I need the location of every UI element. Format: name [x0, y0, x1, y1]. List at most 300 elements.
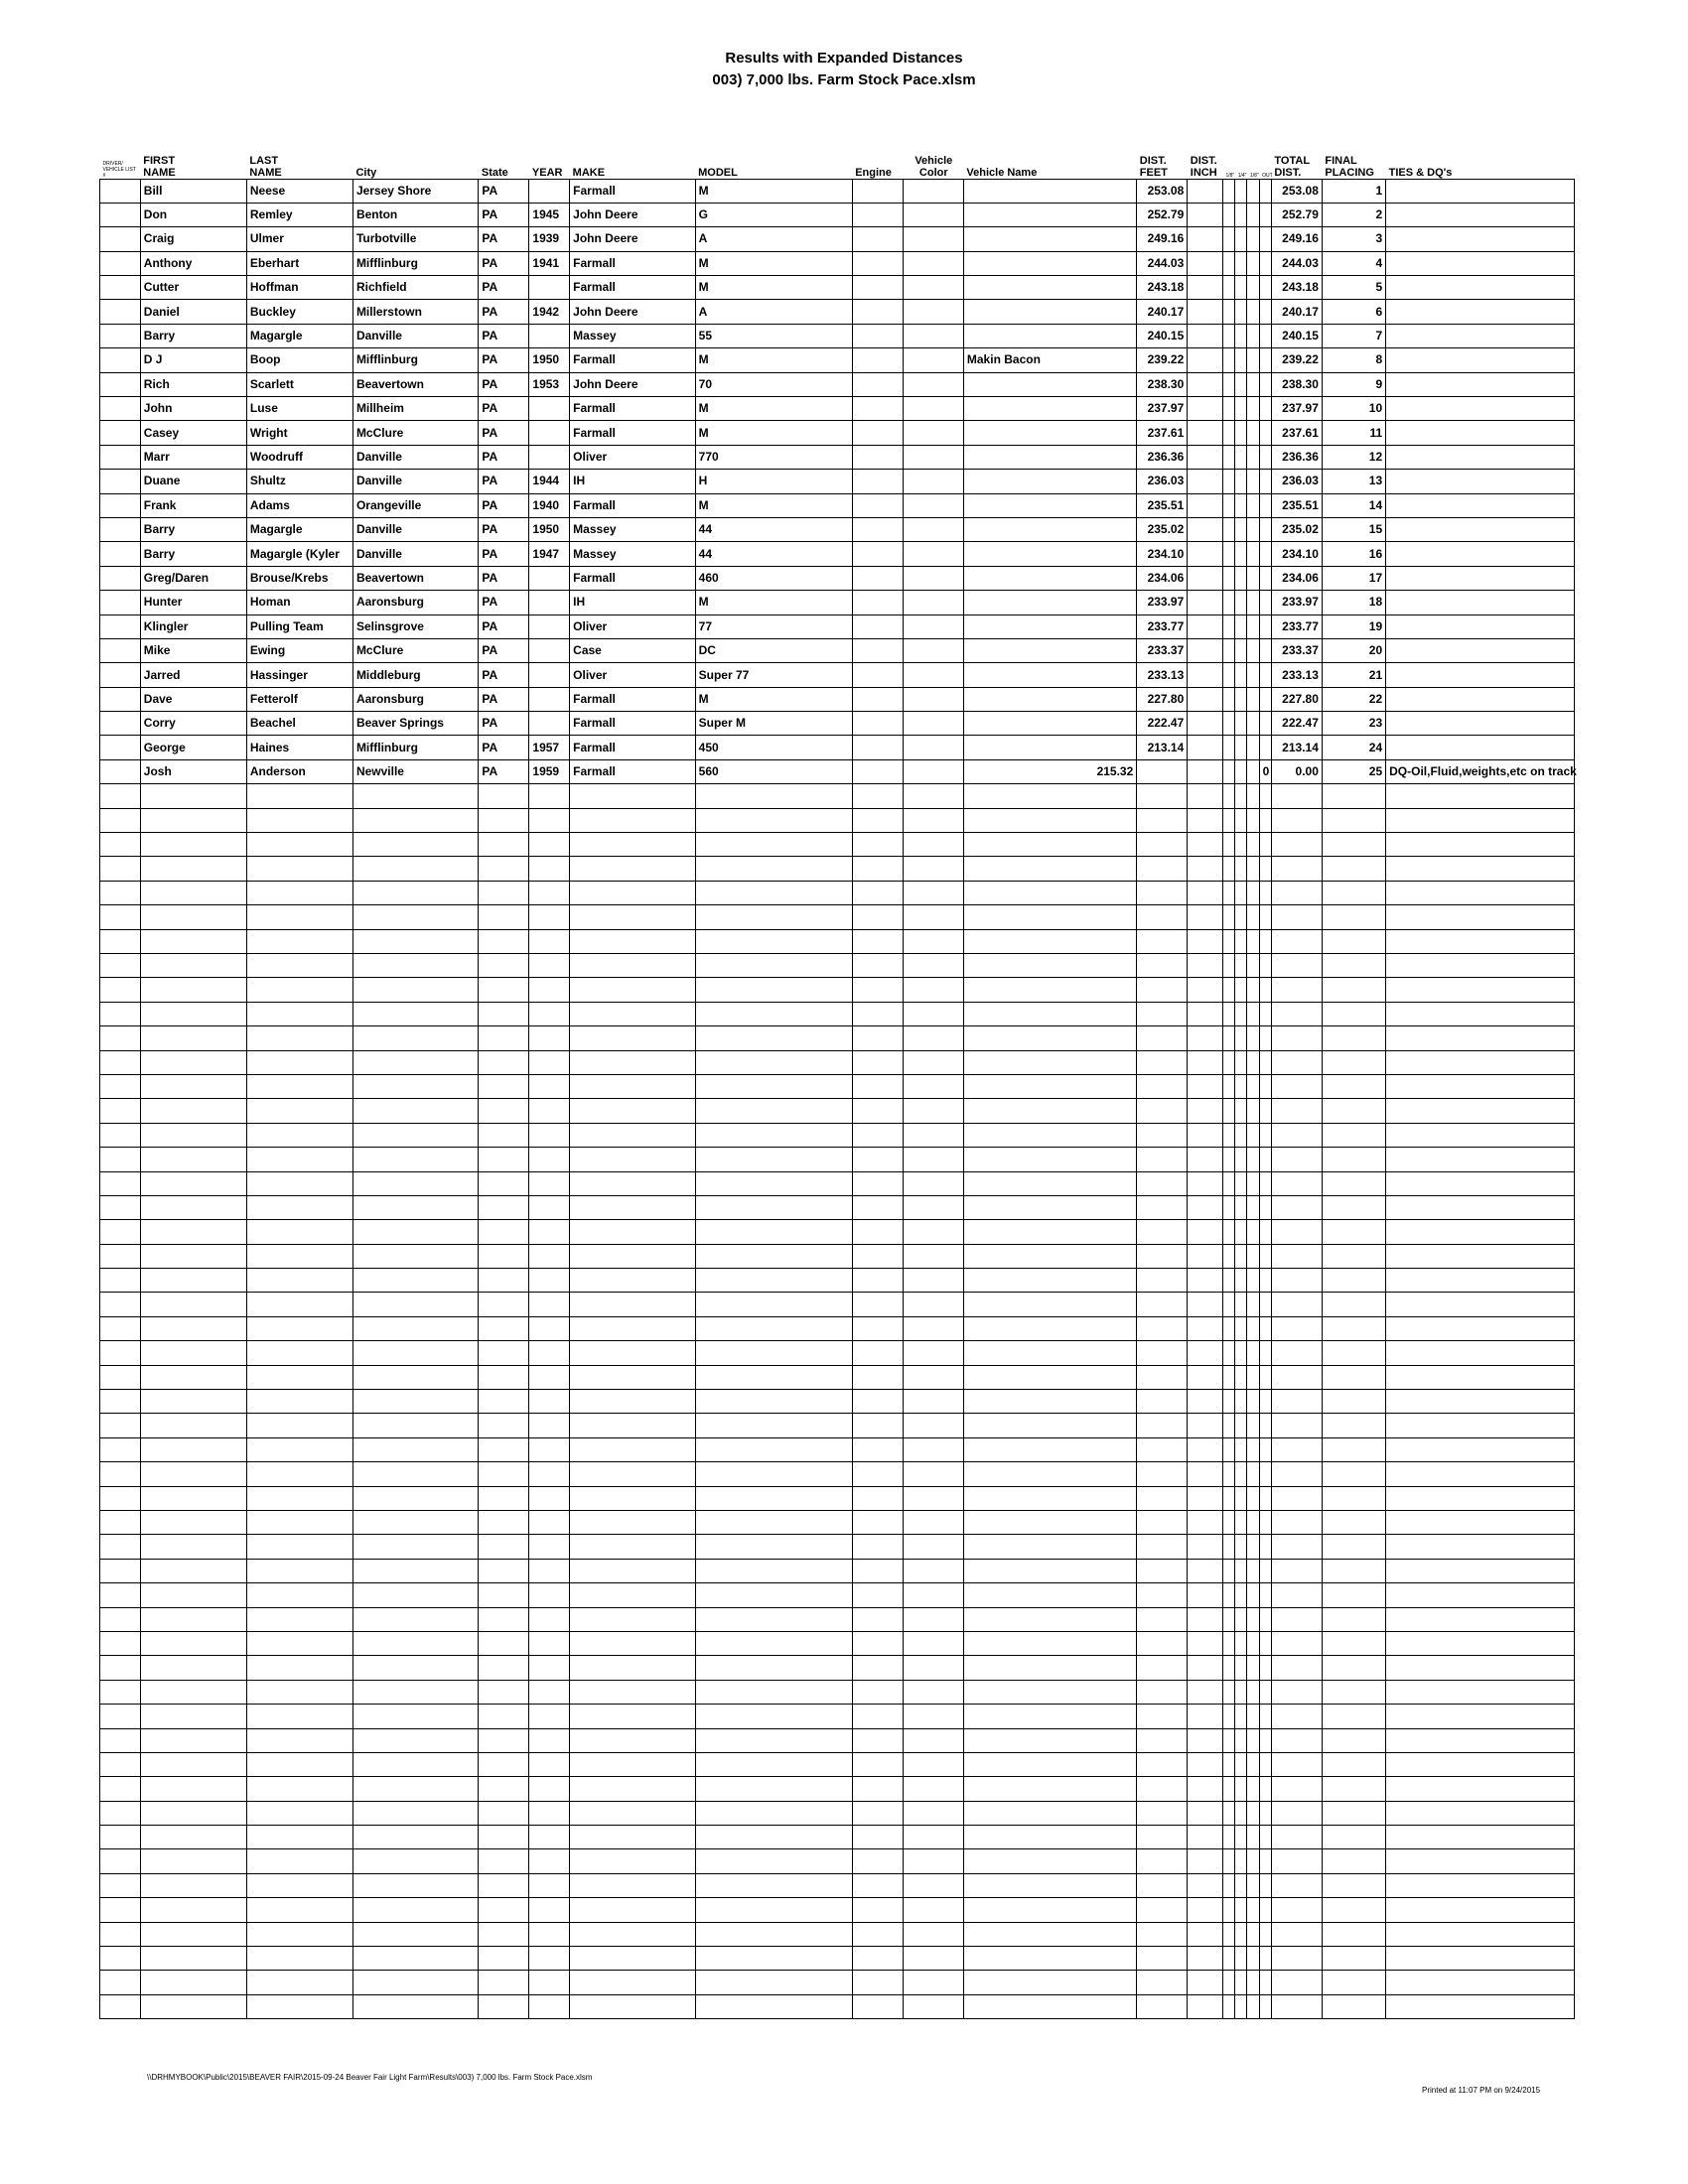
- make-cell: [570, 1535, 695, 1559]
- ties-dqs-cell: [1386, 1171, 1575, 1195]
- vehicle-color-cell: [903, 1631, 963, 1655]
- final-placing-cell: [1322, 833, 1385, 857]
- year-cell: [529, 1752, 570, 1776]
- fraction-1-cell: [1222, 1535, 1234, 1559]
- make-cell: [570, 1752, 695, 1776]
- dist-feet-cell: [1137, 929, 1188, 953]
- ties-dqs-cell: [1386, 1777, 1575, 1801]
- vehicle-color-cell: [903, 1849, 963, 1873]
- out-cell: [1259, 203, 1271, 226]
- fraction-1-cell: [1222, 1607, 1234, 1631]
- dist-feet-cell: [1137, 759, 1188, 783]
- fraction-3-cell: [1247, 542, 1259, 566]
- total-dist-cell: 236.36: [1271, 445, 1322, 469]
- make-cell: Oliver: [570, 614, 695, 638]
- vehicle-color-cell: [903, 421, 963, 445]
- final-placing-cell: [1322, 1244, 1385, 1268]
- city-cell: Selinsgrove: [352, 614, 478, 638]
- state-cell: [479, 1680, 529, 1704]
- vehicle-color-cell: [903, 1971, 963, 1994]
- driver-cell: [100, 591, 141, 614]
- vehicle-color-cell: [903, 1365, 963, 1389]
- total-dist-cell: [1271, 1898, 1322, 1922]
- fraction-3-cell: [1247, 1705, 1259, 1728]
- total-dist-cell: [1271, 1752, 1322, 1776]
- driver-cell: [100, 1898, 141, 1922]
- dist-inch-cell: [1188, 1293, 1223, 1316]
- total-dist-cell: 233.77: [1271, 614, 1322, 638]
- first-name-cell: [140, 1171, 246, 1195]
- out-cell: [1259, 614, 1271, 638]
- first-name-cell: Klingler: [140, 614, 246, 638]
- fraction-3-cell: [1247, 1050, 1259, 1074]
- last-name-cell: [246, 1559, 352, 1582]
- fraction-1-cell: [1222, 929, 1234, 953]
- fraction-2-cell: [1235, 251, 1247, 275]
- ties-dqs-cell: [1386, 687, 1575, 711]
- fraction-2-cell: [1235, 929, 1247, 953]
- fraction-2-cell: [1235, 324, 1247, 347]
- first-name-cell: [140, 978, 246, 1002]
- city-cell: Richfield: [352, 276, 478, 300]
- city-cell: [352, 1777, 478, 1801]
- ties-dqs-cell: [1386, 1390, 1575, 1414]
- table-row: [100, 179, 1575, 203]
- model-cell: H: [695, 470, 852, 493]
- fraction-3-cell: [1247, 445, 1259, 469]
- year-cell: [529, 1026, 570, 1050]
- table-row: [100, 614, 1575, 638]
- model-cell: [695, 1148, 852, 1171]
- state-cell: [479, 1074, 529, 1098]
- driver-cell: [100, 1341, 141, 1365]
- engine-cell: [852, 397, 903, 421]
- fraction-3-cell: [1247, 687, 1259, 711]
- model-cell: [695, 1462, 852, 1486]
- fraction-1-cell: [1222, 1123, 1234, 1147]
- last-name-cell: Hassinger: [246, 663, 352, 687]
- fraction-2-cell: [1235, 1123, 1247, 1147]
- vehicle-color-cell: [903, 1171, 963, 1195]
- year-cell: [529, 1316, 570, 1340]
- vehicle-name-cell: [963, 324, 1136, 347]
- dist-feet-cell: 237.97: [1137, 397, 1188, 421]
- vehicle-color-cell: [903, 905, 963, 929]
- vehicle-color-cell: [903, 1123, 963, 1147]
- fraction-3-cell: [1247, 591, 1259, 614]
- last-name-cell: Fetterolf: [246, 687, 352, 711]
- results-table: [99, 145, 1575, 2019]
- fraction-2-cell: [1235, 1583, 1247, 1607]
- vehicle-name-cell: [963, 736, 1136, 759]
- state-cell: PA: [479, 397, 529, 421]
- last-name-cell: [246, 1486, 352, 1510]
- fraction-2-cell: [1235, 1171, 1247, 1195]
- fraction-1-cell: [1222, 614, 1234, 638]
- fraction-2-cell: [1235, 493, 1247, 517]
- dist-feet-cell: [1137, 1994, 1188, 2018]
- ties-dqs-cell: [1386, 1074, 1575, 1098]
- fraction-3-cell: [1247, 759, 1259, 783]
- ties-dqs-cell: [1386, 348, 1575, 372]
- vehicle-name-cell: [963, 1414, 1136, 1437]
- dist-inch-cell: [1188, 954, 1223, 978]
- first-name-cell: [140, 1365, 246, 1389]
- dist-inch-cell: [1188, 1922, 1223, 1946]
- last-name-cell: [246, 1099, 352, 1123]
- last-name-cell: [246, 1244, 352, 1268]
- engine-cell: [852, 1341, 903, 1365]
- total-dist-cell: [1271, 1486, 1322, 1510]
- state-cell: PA: [479, 614, 529, 638]
- vehicle-color-cell: [903, 1390, 963, 1414]
- state-cell: PA: [479, 493, 529, 517]
- driver-cell: [100, 833, 141, 857]
- state-cell: [479, 1922, 529, 1946]
- table-row: [100, 712, 1575, 736]
- table-row: [100, 1171, 1575, 1195]
- city-cell: [352, 784, 478, 808]
- dist-inch-cell: [1188, 1195, 1223, 1219]
- vehicle-name-cell: [963, 1316, 1136, 1340]
- driver-cell: [100, 1873, 141, 1897]
- city-cell: [352, 1971, 478, 1994]
- engine-cell: [852, 542, 903, 566]
- state-cell: [479, 1656, 529, 1680]
- ties-dqs-cell: [1386, 1947, 1575, 1971]
- first-name-cell: Marr: [140, 445, 246, 469]
- ties-dqs-cell: [1386, 1002, 1575, 1025]
- first-name-cell: [140, 1414, 246, 1437]
- last-name-cell: [246, 1801, 352, 1825]
- year-cell: [529, 1099, 570, 1123]
- driver-cell: [100, 1510, 141, 1534]
- make-cell: [570, 1607, 695, 1631]
- vehicle-name-cell: [963, 881, 1136, 904]
- fraction-3-cell: [1247, 276, 1259, 300]
- final-placing-cell: [1322, 1680, 1385, 1704]
- table-row: [100, 251, 1575, 275]
- ties-dqs-cell: [1386, 1293, 1575, 1316]
- last-name-cell: [246, 1293, 352, 1316]
- model-cell: [695, 1801, 852, 1825]
- fraction-2-cell: [1235, 397, 1247, 421]
- fraction-2-cell: [1235, 638, 1247, 662]
- final-placing-cell: [1322, 1849, 1385, 1873]
- state-cell: PA: [479, 687, 529, 711]
- make-cell: [570, 1801, 695, 1825]
- total-dist-cell: [1271, 1971, 1322, 1994]
- driver-cell: [100, 227, 141, 251]
- engine-cell: [852, 614, 903, 638]
- out-cell: [1259, 833, 1271, 857]
- last-name-cell: [246, 1873, 352, 1897]
- final-placing-cell: [1322, 1873, 1385, 1897]
- last-name-cell: Boop: [246, 348, 352, 372]
- dist-feet-cell: 233.13: [1137, 663, 1188, 687]
- state-cell: PA: [479, 445, 529, 469]
- table-row: [100, 759, 1575, 783]
- state-cell: PA: [479, 203, 529, 226]
- fraction-1-cell: [1222, 324, 1234, 347]
- out-cell: [1259, 1826, 1271, 1849]
- table-row: [100, 736, 1575, 759]
- fraction-2-cell: [1235, 1220, 1247, 1244]
- vehicle-name-cell: [963, 566, 1136, 590]
- final-placing-cell: 16: [1322, 542, 1385, 566]
- dist-inch-cell: [1188, 1026, 1223, 1050]
- last-name-cell: Homan: [246, 591, 352, 614]
- ties-dqs-cell: [1386, 1971, 1575, 1994]
- dist-inch-cell: [1188, 1631, 1223, 1655]
- final-placing-cell: 24: [1322, 736, 1385, 759]
- dist-inch-cell: [1188, 687, 1223, 711]
- dist-feet-cell: [1137, 1752, 1188, 1776]
- first-name-cell: [140, 1898, 246, 1922]
- engine-cell: [852, 324, 903, 347]
- total-dist-cell: [1271, 1390, 1322, 1414]
- final-placing-cell: 7: [1322, 324, 1385, 347]
- vehicle-color-cell: [903, 1341, 963, 1365]
- model-cell: [695, 1293, 852, 1316]
- out-cell: [1259, 1559, 1271, 1582]
- fraction-2-cell: [1235, 1414, 1247, 1437]
- first-name-cell: Barry: [140, 324, 246, 347]
- driver-cell: [100, 1414, 141, 1437]
- engine-cell: [852, 1099, 903, 1123]
- state-cell: PA: [479, 712, 529, 736]
- dist-feet-cell: [1137, 1269, 1188, 1293]
- city-cell: Aaronsburg: [352, 591, 478, 614]
- dist-inch-cell: [1188, 1583, 1223, 1607]
- year-cell: [529, 1535, 570, 1559]
- fraction-2-cell: [1235, 614, 1247, 638]
- dist-feet-cell: [1137, 1437, 1188, 1461]
- final-placing-cell: 3: [1322, 227, 1385, 251]
- fraction-1-cell: [1222, 954, 1234, 978]
- make-cell: John Deere: [570, 300, 695, 324]
- ties-dqs-cell: [1386, 1026, 1575, 1050]
- driver-cell: [100, 517, 141, 541]
- table-row: [100, 1123, 1575, 1147]
- fraction-1-cell: [1222, 881, 1234, 904]
- year-cell: [529, 978, 570, 1002]
- year-cell: [529, 179, 570, 203]
- total-dist-cell: 239.22: [1271, 348, 1322, 372]
- state-cell: PA: [479, 179, 529, 203]
- driver-cell: [100, 663, 141, 687]
- model-cell: [695, 1607, 852, 1631]
- year-cell: [529, 833, 570, 857]
- dist-inch-cell: [1188, 1873, 1223, 1897]
- city-cell: Middleburg: [352, 663, 478, 687]
- vehicle-color-cell: [903, 251, 963, 275]
- state-cell: PA: [479, 300, 529, 324]
- total-dist-cell: 235.02: [1271, 517, 1322, 541]
- city-cell: [352, 1849, 478, 1873]
- last-name-cell: [246, 808, 352, 832]
- state-cell: [479, 1728, 529, 1752]
- make-cell: [570, 1341, 695, 1365]
- make-cell: John Deere: [570, 203, 695, 226]
- last-name-cell: [246, 978, 352, 1002]
- year-cell: [529, 1462, 570, 1486]
- fraction-2-cell: [1235, 203, 1247, 226]
- model-cell: G: [695, 203, 852, 226]
- dist-inch-cell: [1188, 1437, 1223, 1461]
- fraction-1-cell: [1222, 1680, 1234, 1704]
- make-cell: Massey: [570, 517, 695, 541]
- last-name-cell: [246, 1535, 352, 1559]
- dist-feet-cell: 213.14: [1137, 736, 1188, 759]
- make-cell: [570, 1195, 695, 1219]
- vehicle-color-cell: [903, 300, 963, 324]
- ties-dqs-cell: [1386, 1994, 1575, 2018]
- fraction-3-cell: [1247, 1123, 1259, 1147]
- dist-feet-cell: 222.47: [1137, 712, 1188, 736]
- last-name-cell: Shultz: [246, 470, 352, 493]
- fraction-2-cell: [1235, 1607, 1247, 1631]
- year-cell: [529, 784, 570, 808]
- city-cell: [352, 1148, 478, 1171]
- city-cell: [352, 1414, 478, 1437]
- driver-cell: [100, 542, 141, 566]
- state-cell: [479, 1583, 529, 1607]
- out-cell: [1259, 1583, 1271, 1607]
- final-placing-cell: 2: [1322, 203, 1385, 226]
- year-cell: [529, 1148, 570, 1171]
- dist-inch-cell: [1188, 1171, 1223, 1195]
- dist-inch-cell: [1188, 1074, 1223, 1098]
- vehicle-color-cell: [903, 1195, 963, 1219]
- engine-cell: [852, 1631, 903, 1655]
- year-cell: [529, 421, 570, 445]
- dist-feet-cell: [1137, 1777, 1188, 1801]
- driver-cell: [100, 1535, 141, 1559]
- engine-cell: [852, 1535, 903, 1559]
- ties-dqs-cell: [1386, 493, 1575, 517]
- vehicle-color-cell: [903, 1269, 963, 1293]
- fraction-1-cell: [1222, 493, 1234, 517]
- table-row: [100, 542, 1575, 566]
- vehicle-name-cell: [963, 1123, 1136, 1147]
- make-cell: Oliver: [570, 663, 695, 687]
- ties-dqs-cell: [1386, 324, 1575, 347]
- make-cell: Farmall: [570, 179, 695, 203]
- final-placing-cell: [1322, 905, 1385, 929]
- last-name-cell: [246, 1947, 352, 1971]
- last-name-cell: [246, 1316, 352, 1340]
- driver-cell: [100, 1826, 141, 1849]
- dist-feet-cell: 240.15: [1137, 324, 1188, 347]
- fraction-1-cell: [1222, 1195, 1234, 1219]
- table-row: [100, 470, 1575, 493]
- vehicle-color-cell: [903, 1898, 963, 1922]
- fraction-1-cell: [1222, 542, 1234, 566]
- fraction-3-cell: [1247, 929, 1259, 953]
- vehicle-name-cell: [963, 251, 1136, 275]
- year-cell: [529, 1559, 570, 1582]
- dist-feet-cell: 249.16: [1137, 227, 1188, 251]
- fraction-2-cell: [1235, 1559, 1247, 1582]
- fraction-3-cell: [1247, 1947, 1259, 1971]
- driver-cell: [100, 808, 141, 832]
- make-cell: [570, 1486, 695, 1510]
- ties-dqs-cell: [1386, 517, 1575, 541]
- header-dist-inch: DIST. INCH: [1188, 145, 1223, 179]
- final-placing-cell: [1322, 1752, 1385, 1776]
- vehicle-name-cell: [963, 833, 1136, 857]
- fraction-3-cell: [1247, 1486, 1259, 1510]
- engine-cell: [852, 1220, 903, 1244]
- ties-dqs-cell: [1386, 300, 1575, 324]
- fraction-3-cell: [1247, 397, 1259, 421]
- make-cell: [570, 1583, 695, 1607]
- out-cell: [1259, 1922, 1271, 1946]
- fraction-2-cell: [1235, 1365, 1247, 1389]
- total-dist-cell: [1271, 1026, 1322, 1050]
- vehicle-color-cell: [903, 857, 963, 881]
- dist-inch-cell: [1188, 372, 1223, 396]
- dist-feet-cell: 253.08: [1137, 179, 1188, 203]
- model-cell: 560: [695, 759, 852, 783]
- year-cell: [529, 1947, 570, 1971]
- fraction-1-cell: [1222, 759, 1234, 783]
- engine-cell: [852, 1148, 903, 1171]
- dist-inch-cell: [1188, 1365, 1223, 1389]
- engine-cell: [852, 905, 903, 929]
- engine-cell: [852, 517, 903, 541]
- first-name-cell: [140, 1486, 246, 1510]
- fraction-3-cell: [1247, 1099, 1259, 1123]
- ties-dqs-cell: [1386, 1752, 1575, 1776]
- final-placing-cell: [1322, 1728, 1385, 1752]
- ties-dqs-cell: [1386, 1269, 1575, 1293]
- make-cell: [570, 784, 695, 808]
- first-name-cell: Josh: [140, 759, 246, 783]
- first-name-cell: Anthony: [140, 251, 246, 275]
- driver-cell: [100, 857, 141, 881]
- header-vehicle-color: Vehicle Color: [903, 145, 963, 179]
- total-dist-cell: [1271, 1171, 1322, 1195]
- table-row: [100, 1994, 1575, 2018]
- fraction-3-cell: [1247, 663, 1259, 687]
- last-name-cell: [246, 1123, 352, 1147]
- city-cell: Jersey Shore: [352, 179, 478, 203]
- last-name-cell: [246, 1922, 352, 1946]
- year-cell: [529, 1390, 570, 1414]
- fraction-3-cell: [1247, 566, 1259, 590]
- driver-cell: [100, 1099, 141, 1123]
- table-row: [100, 1074, 1575, 1098]
- state-cell: [479, 1365, 529, 1389]
- model-cell: Super 77: [695, 663, 852, 687]
- vehicle-color-cell: [903, 759, 963, 783]
- table-row: [100, 905, 1575, 929]
- first-name-cell: [140, 1777, 246, 1801]
- state-cell: [479, 1171, 529, 1195]
- total-dist-cell: [1271, 857, 1322, 881]
- dist-inch-cell: [1188, 1123, 1223, 1147]
- city-cell: [352, 808, 478, 832]
- table-row: [100, 1050, 1575, 1074]
- city-cell: [352, 1269, 478, 1293]
- vehicle-name-cell: [963, 1050, 1136, 1074]
- total-dist-cell: 237.61: [1271, 421, 1322, 445]
- dist-inch-cell: [1188, 517, 1223, 541]
- fraction-3-cell: [1247, 1752, 1259, 1776]
- engine-cell: [852, 227, 903, 251]
